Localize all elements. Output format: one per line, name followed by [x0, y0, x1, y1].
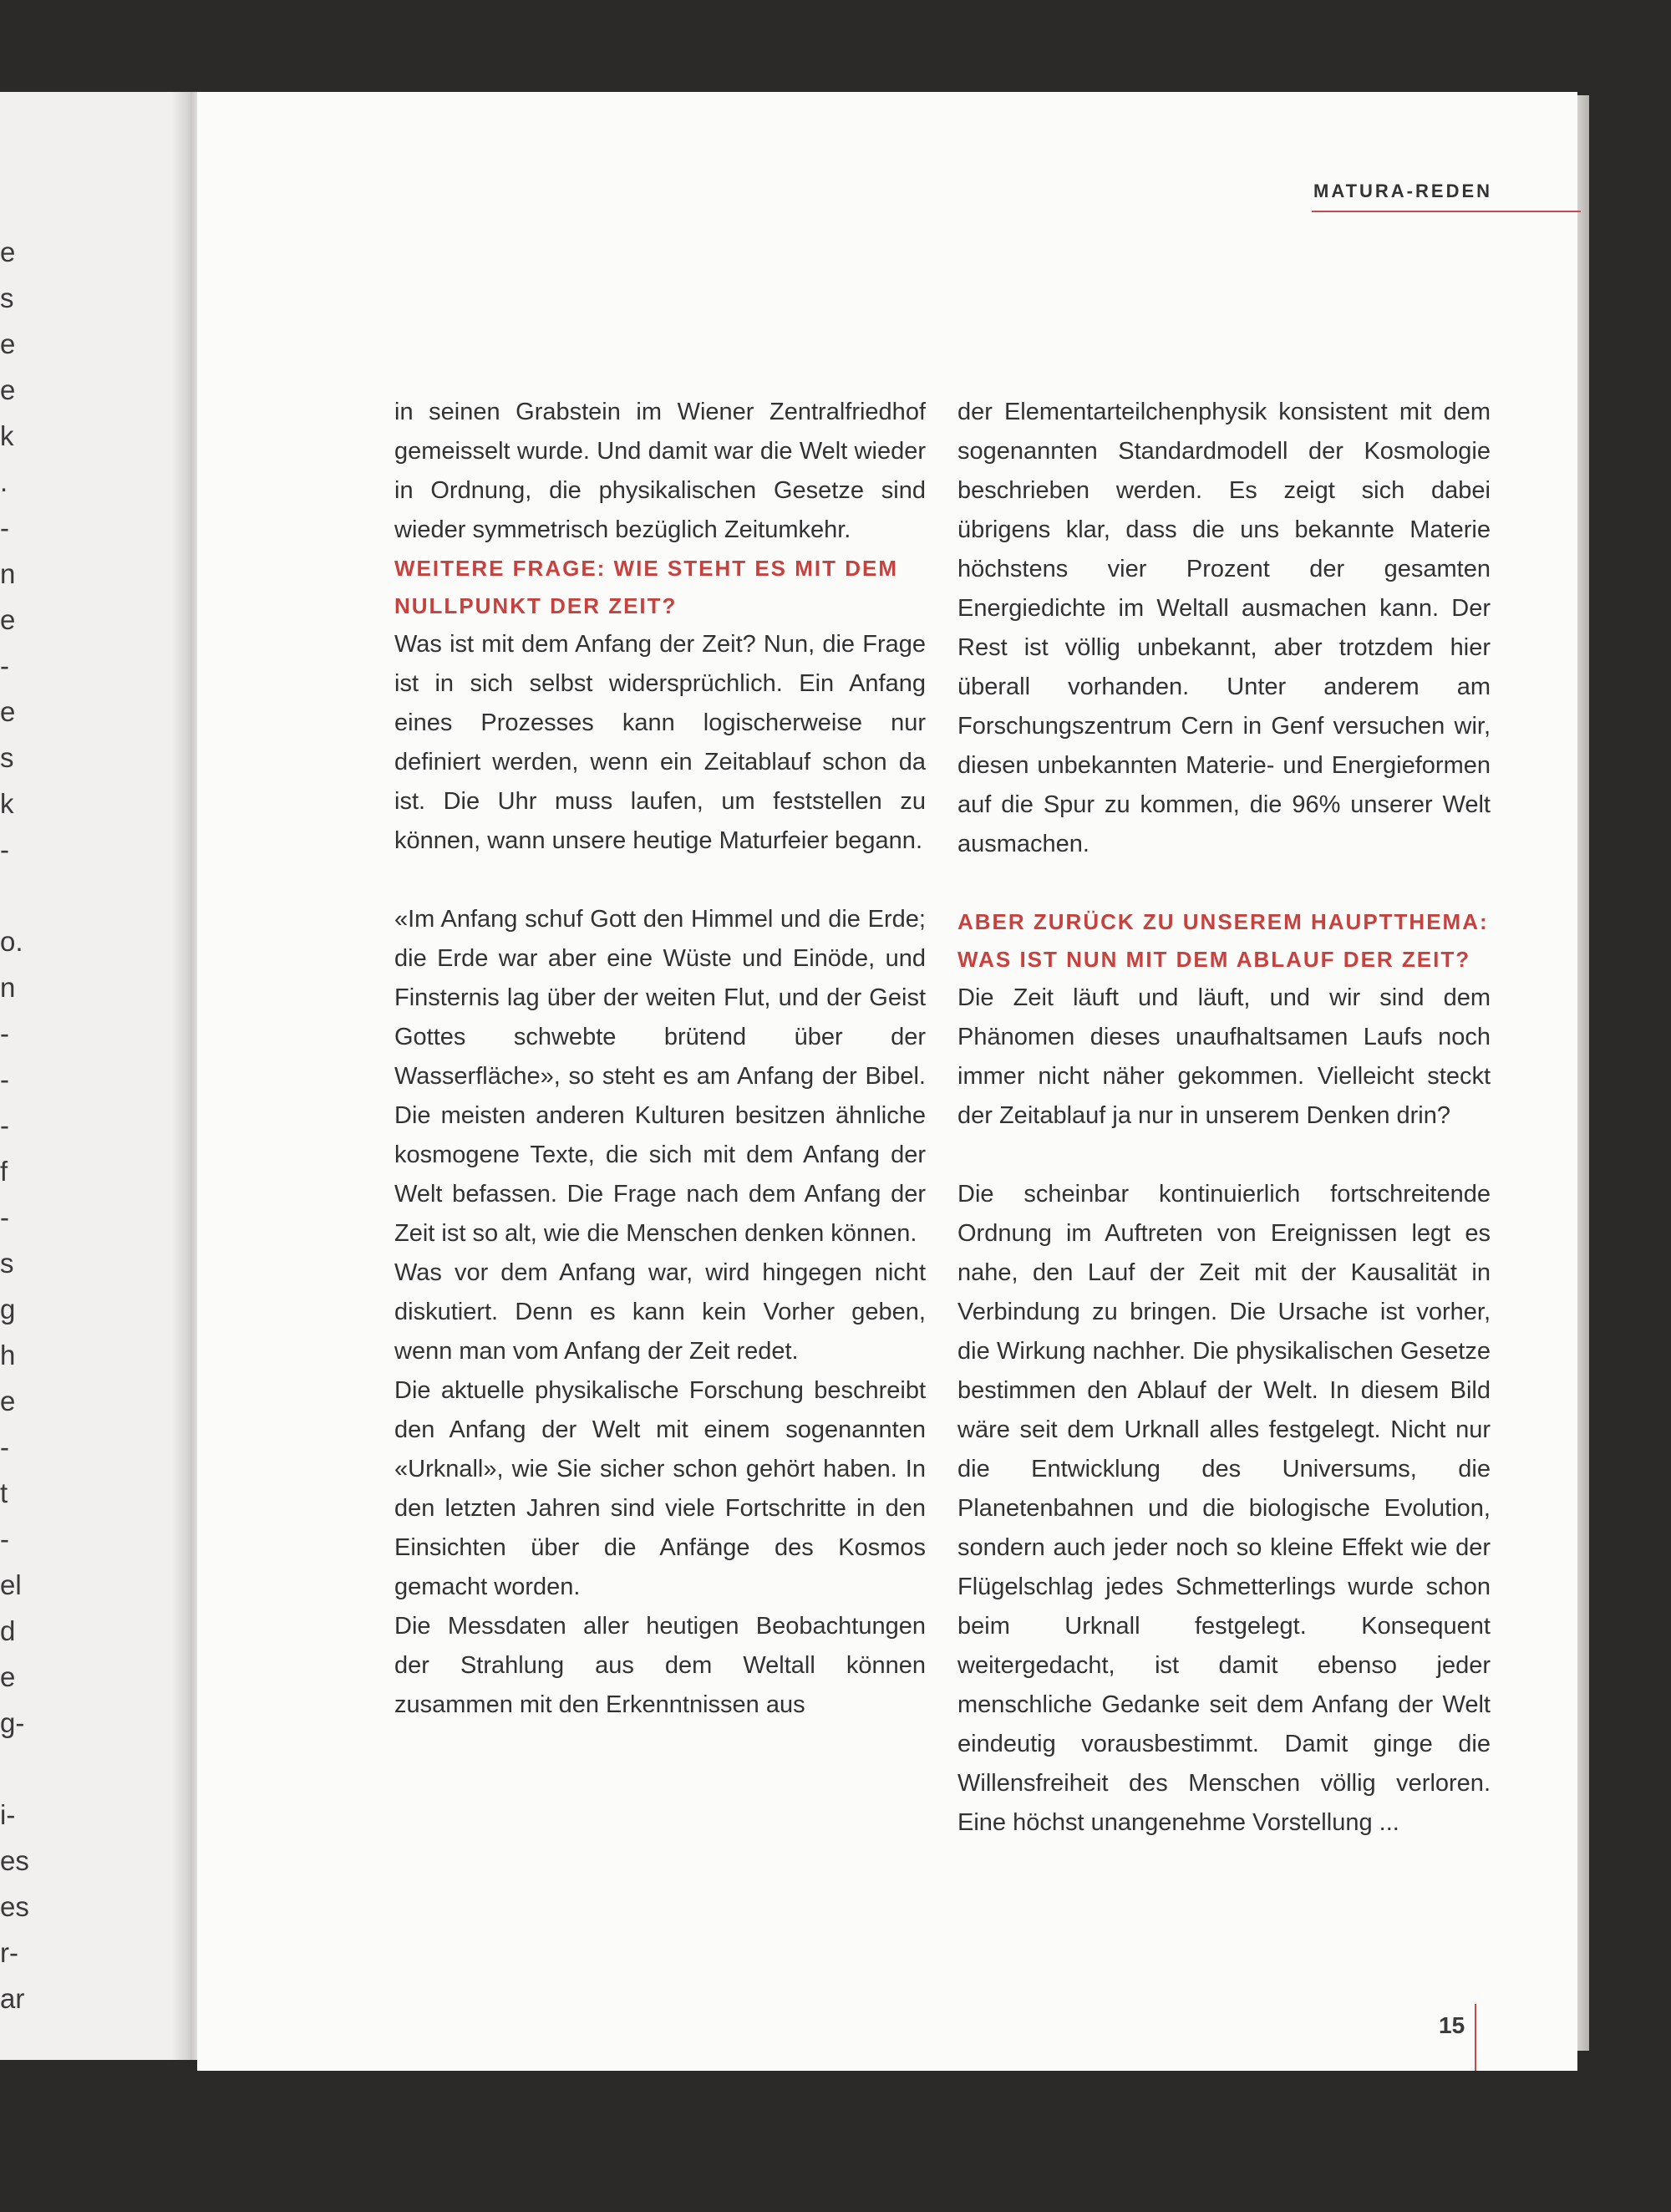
left-page-fragment: - — [0, 650, 9, 681]
left-page-fragment: o. — [0, 926, 23, 957]
section-heading: WEITERE FRAGE: WIE STEHT ES MIT DEM NULLPUNKT DER ZEIT? — [394, 556, 898, 618]
left-page-fragment: - — [0, 512, 9, 543]
left-page-fragment: g- — [0, 1707, 25, 1738]
left-page-fragment: e — [0, 328, 16, 359]
body-paragraph: Die Zeit läuft und läuft, und wir sind dem Phänomen dieses unaufhaltsamen Laufs noch immer nicht näher gekommen. Vielleicht steckt der Zeitablauf ja nur in unserem Denken drin? — [957, 984, 1491, 1129]
body-paragraph: Die aktuelle physikalische Forschung beschreibt den Anfang der Welt mit einem sogenannten «Urknall», wie Sie sicher schon gehört haben. In den letzten Jahren sind viele Fortschritte in den Einsichten über die Anfänge des Kosmos gemacht worden. — [394, 1377, 926, 1600]
left-page-fragment: es — [0, 1891, 29, 1922]
left-page-fragment: i- — [0, 1799, 16, 1830]
left-page-fragment: g — [0, 1294, 16, 1325]
left-page-fragment: es — [0, 1845, 29, 1876]
body-paragraph: Was vor dem Anfang war, wird hingegen nicht diskutiert. Denn es kann kein Vorher geben, wenn man vom Anfang der Zeit redet. — [394, 1259, 926, 1365]
left-page-fragment: t — [0, 1477, 8, 1508]
left-page-fragment: k — [0, 420, 14, 451]
left-page-fragment: e — [0, 374, 16, 405]
left-page-fragment: s — [0, 1248, 14, 1279]
left-page-edge — [0, 92, 196, 2060]
body-paragraph: der Elementarteilchenphysik konsistent mit dem sogenannten Standardmodell der Kosmologie beschrieben werden. Es zeigt sich dabei übrigens klar, dass die uns bekannte Materie höchstens vier Prozent der gesamten Energiedichte im Weltall ausmachen kann. Der Rest ist völlig unbekannt, aber trotzdem hier überall vorhanden. Unter anderem am Forschungszentrum Cern in Genf versuchen wir, diesen unbekannten Materie- und Energieformen auf die Spur zu kommen, die 96% unserer Welt ausmachen. — [957, 399, 1491, 857]
section-heading: ABER ZURÜCK ZU UNSEREM HAUPTTHEMA: WAS IST NUN MIT DEM ABLAUF DER ZEIT? — [957, 909, 1489, 972]
left-page-fragment: e — [0, 604, 16, 635]
left-page-fragment: n — [0, 558, 16, 589]
left-page-fragment: n — [0, 972, 16, 1003]
body-paragraph: Die scheinbar kontinuierlich fortschreitende Ordnung im Auftreten von Ereignissen legt es nahe, den Lauf der Zeit mit der Kausalität in Verbindung zu bringen. Die Ursache ist vorher, die Wirkung nachher. Die physikalischen Gesetze bestimmen den Ablauf der Welt. In diesem Bild wäre seit dem Urknall alles festgelegt. Nicht nur die Entwicklung des Universums, die Planetenbahnen und die biologische Evolution, sondern auch jeder noch so kleine Effekt wie der Flügelschlag jedes Schmetterlings wurde schon beim Urknall festgelegt. Konsequent weitergedacht, ist damit ebenso jeder menschliche Gedanke seit dem Anfang der Welt eindeutig vorausbestimmt. Damit ginge die Willensfreiheit des Menschen völlig verloren. Eine höchst unangenehme Vorstellung ... — [957, 1181, 1491, 1836]
left-page-fragment: el — [0, 1569, 22, 1600]
left-page-fragment: e — [0, 236, 16, 267]
running-head: MATURA-REDEN — [1313, 181, 1493, 201]
left-page-fragment: f — [0, 1156, 8, 1187]
left-page-fragment: - — [0, 1523, 9, 1554]
left-page-fragment: h — [0, 1340, 16, 1370]
left-page-fragment: d — [0, 1615, 16, 1646]
page-number-rule — [1475, 2004, 1476, 2071]
left-page-fragment: r- — [0, 1937, 18, 1968]
left-page-fragment: - — [0, 1202, 9, 1233]
left-page-fragment: - — [0, 1018, 9, 1049]
left-page-fragment: - — [0, 1431, 9, 1462]
left-page-fragment: s — [0, 742, 14, 773]
body-paragraph: Die Messdaten aller heutigen Beobachtungen der Strahlung aus dem Weltall können zusammen mit den Erkenntnissen aus — [394, 1613, 926, 1718]
text-column-left — [394, 393, 926, 1725]
left-page-fragment: . — [0, 466, 8, 497]
body-paragraph: «Im Anfang schuf Gott den Himmel und die Erde; die Erde war aber eine Wüste und Einöde, und Finsternis lag über der weiten Flut, und der Geist Gottes schwebte brütend über der Wasserfläche», so steht es am Anfang der Bibel. Die meisten anderen Kulturen besitzen ähnliche kosmogene Texte, die sich mit dem Anfang der Welt befassen. Die Frage nach dem Anfang der Zeit ist so alt, wie die Menschen denken können. — [394, 906, 926, 1247]
running-head-rule — [1312, 211, 1581, 212]
left-page-fragment: - — [0, 1064, 9, 1095]
page-number: 15 — [1439, 2012, 1465, 2038]
body-paragraph: in seinen Grabstein im Wiener Zentralfriedhof gemeisselt wurde. Und damit war die Welt wieder in Ordnung, die physikalischen Gesetze sind wieder symmetrisch bezüglich Zeitumkehr. — [394, 399, 926, 543]
page-edge — [1577, 95, 1589, 2051]
left-page-fragment: - — [0, 834, 9, 865]
body-paragraph: Was ist mit dem Anfang der Zeit? Nun, die Frage ist in sich selbst widersprüchlich. Ein Anfang eines Prozesses kann logischerweise nur definiert werden, wenn ein Zeitablauf schon da ist. Die Uhr muss laufen, um feststellen zu können, wann unsere heutige Maturfeier begann. — [394, 631, 926, 854]
left-page-fragment: e — [0, 696, 16, 727]
text-column-right — [957, 393, 1491, 1843]
left-page-fragment: ar — [0, 1983, 25, 2014]
left-page-fragment: k — [0, 788, 14, 819]
left-page-fragment: e — [0, 1661, 16, 1692]
left-page-fragment: - — [0, 1110, 9, 1141]
left-page-fragment: e — [0, 1386, 16, 1416]
left-page-fragment: s — [0, 282, 14, 313]
